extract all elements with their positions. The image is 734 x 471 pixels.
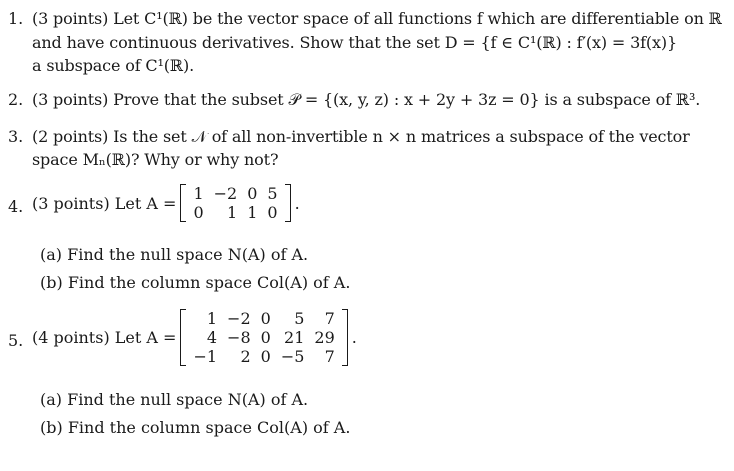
problem-number: 4. — [8, 197, 24, 216]
matrix-entry: 7 — [324, 309, 335, 328]
matrix-entry: 1 — [247, 203, 258, 222]
matrix-entry: 0 — [193, 203, 204, 222]
matrix-entry: 0 — [247, 184, 258, 203]
matrix-entry: 0 — [260, 347, 271, 366]
matrix-entry: 2 — [240, 347, 251, 366]
matrix-entry: 0 — [260, 309, 271, 328]
matrix-entries — [186, 184, 284, 222]
problem-text-line: (2 points) Is the set 𝒩 of all non-invertible n × n matrices a subspace of the vector — [32, 127, 690, 146]
matrix-A — [180, 309, 347, 366]
matrix-entry: 21 — [284, 328, 305, 347]
matrix-entry: −2 — [227, 309, 251, 328]
problem-text-line: (3 points) Let C¹(ℝ) be the vector space of all functions f which are differentiable on ℝ — [32, 9, 722, 28]
equation-trail: . — [294, 193, 300, 213]
matrix-entry: 29 — [314, 328, 335, 347]
matrix-entry: 5 — [267, 184, 278, 203]
subpart-b: (b) Find the column space Col(A) of A. — [40, 418, 351, 437]
problem-number: 2. — [8, 90, 24, 109]
problem-text-line: and have continuous derivatives. Show that the set D = {f ∈ C¹(ℝ) : f′(x) = 3f(x)} — [32, 33, 677, 52]
matrix-equation — [32, 184, 300, 222]
matrix-entry: −5 — [280, 347, 305, 366]
matrix-entry: 0 — [260, 328, 271, 347]
matrix-entry: 1 — [227, 203, 238, 222]
problem-number: 5. — [8, 331, 24, 350]
equation-trail: . — [351, 328, 357, 347]
subpart-b: (b) Find the column space Col(A) of A. — [40, 273, 351, 292]
matrix-entry: 1 — [206, 309, 218, 328]
matrix-entry: 7 — [324, 347, 335, 366]
right-bracket — [342, 309, 348, 366]
matrix-entries — [186, 309, 341, 366]
problem-number: 3. — [8, 127, 24, 146]
matrix-entry: 4 — [206, 328, 218, 347]
problem-text-line: space Mₙ(ℝ)? Why or why not? — [32, 150, 279, 169]
problem-text-line: a subspace of C¹(ℝ). — [32, 56, 195, 75]
matrix-entry: 5 — [294, 309, 305, 328]
equation-lead: (3 points) Let A = — [32, 193, 177, 213]
matrix-entry: −8 — [227, 328, 251, 347]
subpart-a: (a) Find the null space N(A) of A. — [40, 390, 309, 409]
subpart-a: (a) Find the null space N(A) of A. — [40, 245, 309, 264]
matrix-entry: −2 — [213, 184, 238, 203]
problem-text-line: (3 points) Prove that the subset 𝒫 = {(x, y, z) : x + 2y + 3z = 0} is a subspace of ℝ³. — [32, 90, 701, 109]
equation-lead: (4 points) Let A = — [32, 328, 177, 347]
matrix-entry: 0 — [267, 203, 278, 222]
problem-number: 1. — [8, 9, 24, 28]
matrix-entry: −1 — [193, 347, 218, 366]
matrix-equation — [32, 309, 357, 366]
matrix-entry: 1 — [193, 184, 204, 203]
right-bracket — [285, 184, 291, 222]
matrix-A — [180, 184, 290, 222]
